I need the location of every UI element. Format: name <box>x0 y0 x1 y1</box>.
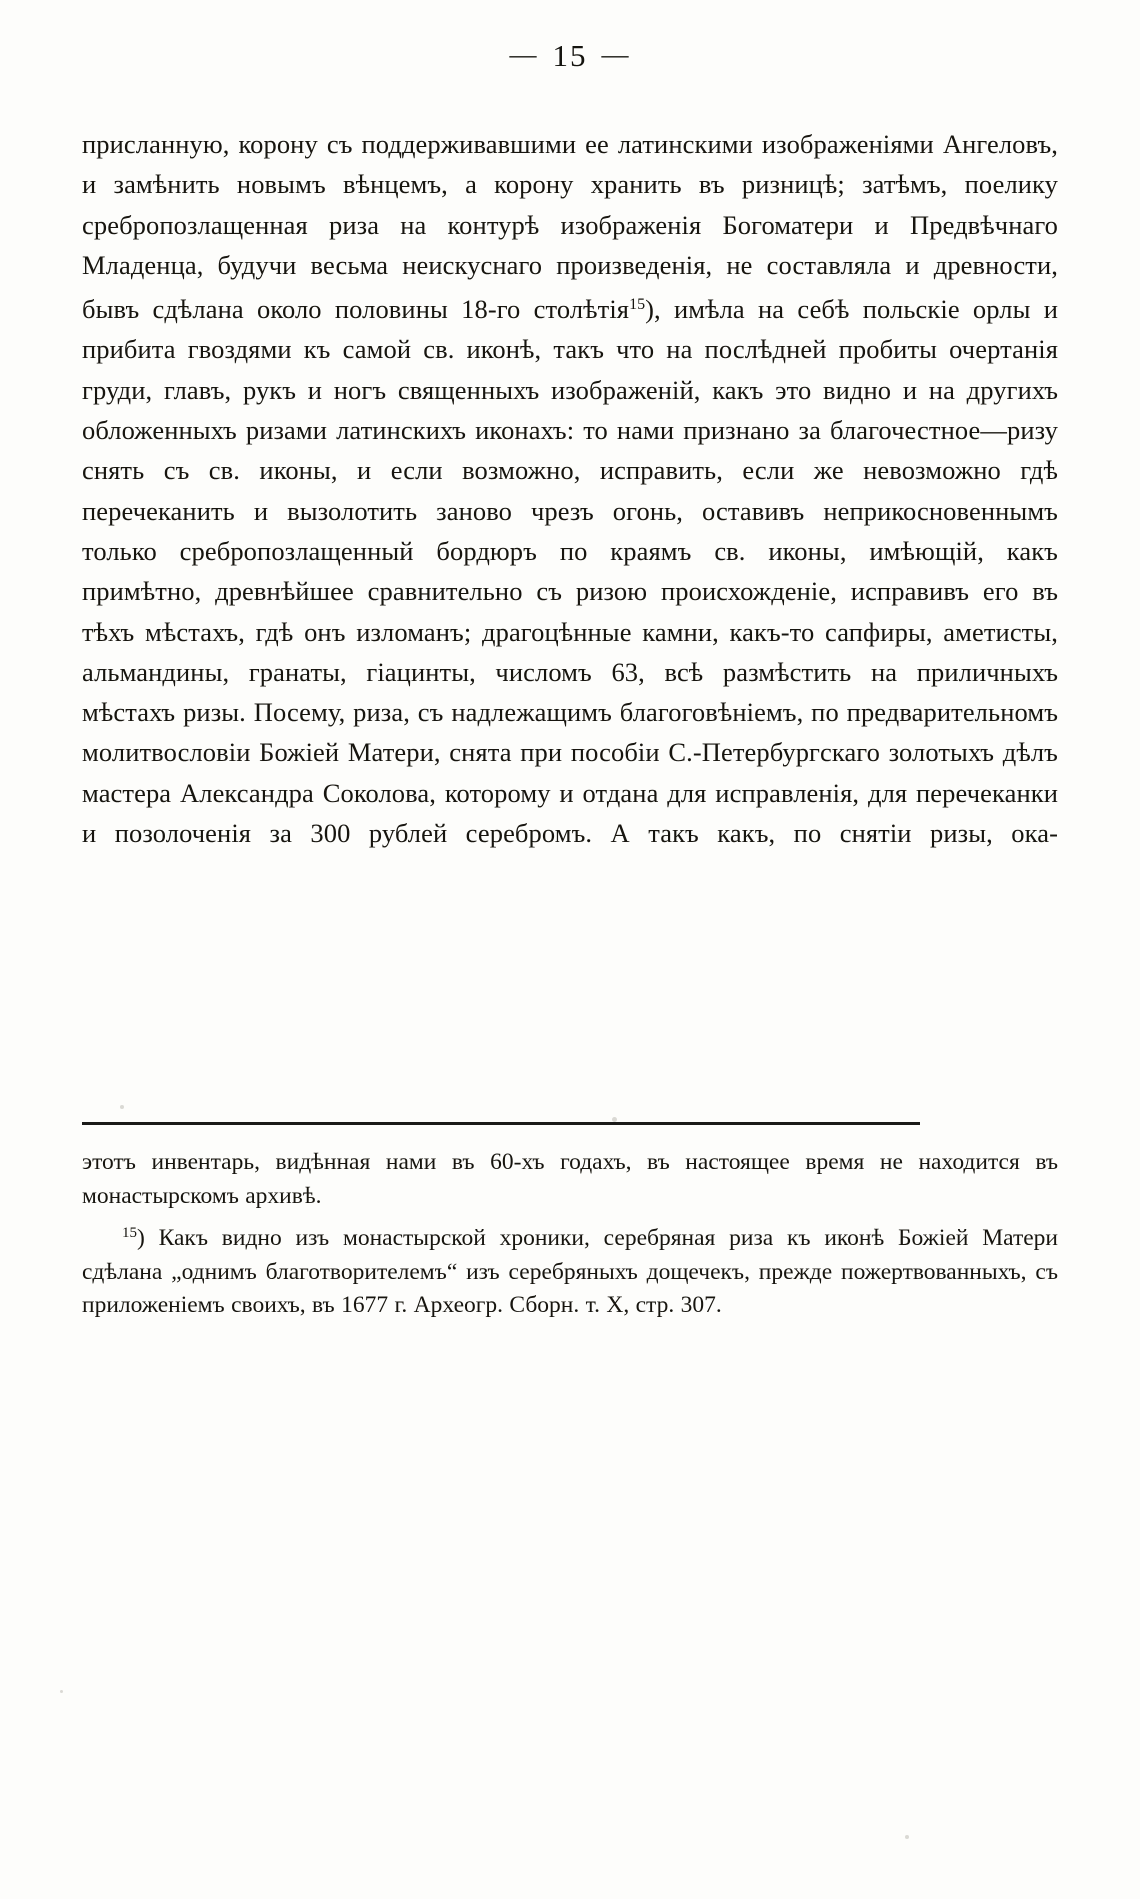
footnote-continuation: этотъ инвентарь, видѣнная нами въ 60-хъ годахъ, въ настоящее время не находится въ монастырскомъ архивѣ. <box>82 1149 1058 1209</box>
footnote-15-text: ) Какъ видно изъ монастырской хроники, серебряная риза къ иконѣ Божіей Матери сдѣлана „однимъ благотворителемъ“ изъ серебряныхъ дощечекъ, прежде пожертвованныхъ, съ приложеніемъ своихъ, въ 1677 г. Археогр. Сборн. т. X, стр. 307. <box>82 1225 1058 1318</box>
footnote-15 <box>82 1217 1058 1323</box>
page-number-value: 15 <box>552 38 588 73</box>
footnote-reference-15: 15 <box>629 296 646 314</box>
main-text-block <box>82 124 1058 853</box>
main-paragraph <box>82 124 1058 853</box>
main-paragraph-part1: присланную, корону съ поддерживавшими ее латинскими изображеніями Ангеловъ, и замѣнить новымъ вѣнцемъ, а корону хранить въ ризницѣ; затѣмъ, поелику сребропозлащенная риза на контурѣ изображенія Богоматери и Предвѣчнаго Младенца, будучи весьма неискуснаго произведенія, не составляла и древности, бывъ сдѣлана около половины 18-го столѣтія <box>82 129 1058 325</box>
footnote-separator-rule <box>82 1122 920 1125</box>
paper-speck <box>120 1105 124 1109</box>
page-number-dash-right: — <box>601 39 631 69</box>
main-paragraph-part2: ), имѣла на себѣ польскіе орлы и прибита гвоздями къ самой св. иконѣ, такъ что на послѣдней пробиты очертанія груди, главъ, рукъ и ногъ священныхъ изображеній, какъ это видно и на другихъ обложенныхъ ризами латинскихъ иконахъ: то нами признано за благочестное—ризу снять съ св. иконы, и если возможно, исправить, если же невозможно гдѣ перечеканить и вызолотить заново чрезъ огонь, оставивъ неприкосновеннымъ только сребропозлащенный бордюръ по краямъ св. иконы, имѣющій, какъ примѣтно, древнѣйшее сравнительно съ ризою происхожденіе, исправивъ его въ тѣхъ мѣстахъ, гдѣ онъ изломанъ; драгоцѣнные камни, какъ-то сапфиры, аметисты, альмандины, гранаты, гіацинты, числомъ 63, всѣ размѣстить на приличныхъ мѣстахъ ризы. Посему, риза, съ надлежащимъ благоговѣніемъ, по предварительномъ молитвословіи Божіей Матери, снята при пособіи С.-Петербургскаго золотыхъ дѣлъ мастера Александра Соколова, которому и отдана для исправленія, для перечеканки и позолоченія за 300 рублей серебромъ. А такъ какъ, по снятіи ризы, ока- <box>82 294 1059 849</box>
page-number <box>0 38 1140 74</box>
page-number-dash-left: — <box>509 39 539 69</box>
paper-speck <box>905 1835 909 1839</box>
footnotes-block <box>82 1146 1058 1323</box>
paper-speck <box>612 1117 617 1122</box>
paper-speck <box>60 1690 63 1693</box>
footnote-15-marker: 15 <box>122 1225 137 1241</box>
